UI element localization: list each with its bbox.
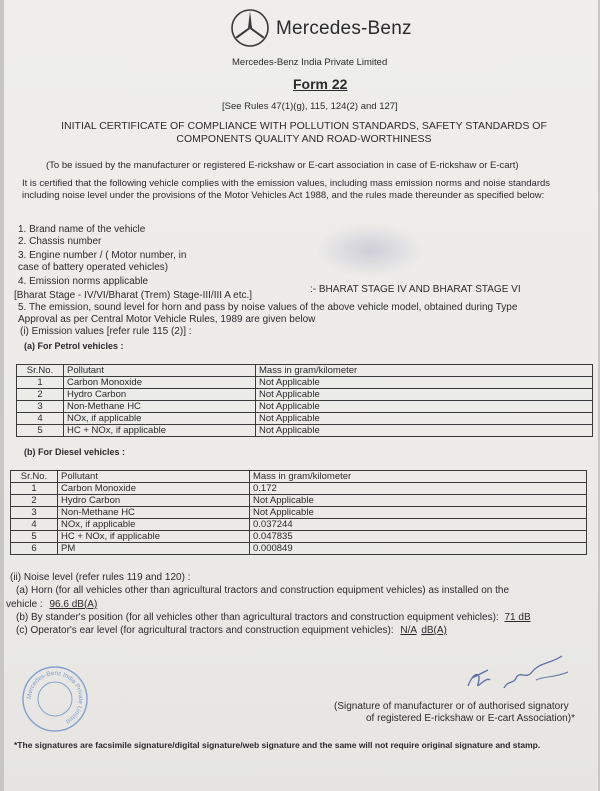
row-pollutant: HC + NOx, if applicable	[64, 425, 256, 437]
intro-paragraph: It is certified that the following vehicle complies with the emission values, including mass emission norms and noise standards including noise level under the provisions of the Motor Vehicles Act 1988, and the rules made thereunder as specified below:	[22, 178, 551, 201]
table-row	[17, 389, 593, 401]
emission-norms-value: :- BHARAT STAGE IV AND BHARAT STAGE VI	[310, 284, 521, 295]
certificate-heading: INITIAL CERTIFICATE OF COMPLIANCE WITH POLLUTION STANDARDS, SAFETY STANDARDS OF COMPONENTS QUALITY AND ROAD-WORTHINESS	[61, 120, 547, 145]
header-sr: Sr.No.	[11, 471, 58, 483]
table-row	[11, 543, 587, 555]
rules-reference: [See Rules 47(1)(g), 115, 124(2) and 127]	[222, 101, 398, 112]
item-engine-number-note: case of battery operated vehicles)	[18, 262, 169, 273]
table-row	[17, 425, 593, 437]
table-row	[11, 531, 587, 543]
row-sr: 2	[11, 495, 58, 507]
noise-level-title: (ii) Noise level (refer rules 119 and 120) :	[10, 572, 191, 583]
item-brand-name: 1. Brand name of the vehicle	[18, 224, 146, 235]
bystander-line	[16, 612, 531, 623]
row-sr: 4	[11, 519, 58, 531]
row-pollutant: HC + NOx, if applicable	[58, 531, 250, 543]
diesel-label: (b) For Diesel vehicles :	[24, 447, 126, 457]
horn-value: 96.6 dB(A)	[49, 599, 98, 610]
row-sr: 4	[17, 413, 64, 425]
row-sr: 3	[11, 507, 58, 519]
diesel-emission-table	[10, 470, 587, 555]
issued-note: (To be issued by the manufacturer or registered E-rickshaw or E-cart association in case of E-rickshaw or E-cart)	[46, 160, 519, 171]
header-mass: Mass in gram/kilometer	[250, 471, 587, 483]
row-pollutant: Hydro Carbon	[64, 389, 256, 401]
row-pollutant: PM	[58, 543, 250, 555]
row-pollutant: NOx, if applicable	[58, 519, 250, 531]
item-emission-sound-cont: Approval as per Central Motor Vehicle Rules, 1989 are given below	[18, 314, 316, 325]
table-row	[11, 519, 587, 531]
header-pollutant: Pollutant	[64, 365, 256, 377]
emission-values-title: (i) Emission values [refer rule 115 (2)] :	[20, 326, 192, 337]
petrol-label: (a) For Petrol vehicles :	[24, 341, 124, 351]
table-row	[11, 483, 587, 495]
row-pollutant: Non-Methane HC	[64, 401, 256, 413]
signature-label-line1: (Signature of manufacturer or of authorised signatory	[334, 701, 569, 712]
row-sr: 5	[11, 531, 58, 543]
mercedes-star-logo-icon	[230, 8, 270, 48]
item-emission-sound: 5. The emission, sound level for horn and pass by noise values of the above vehicle model, obtained during Type	[18, 302, 518, 313]
row-mass: 0.047835	[250, 531, 587, 543]
row-mass: 0.172	[250, 483, 587, 495]
item-chassis-number: 2. Chassis number	[18, 236, 102, 247]
table-row	[17, 401, 593, 413]
row-sr: 3	[17, 401, 64, 413]
item-engine-number: 3. Engine number / ( Motor number, in	[18, 250, 187, 261]
row-sr: 1	[17, 377, 64, 389]
horn-line: (a) Horn (for all vehicles other than agricultural tractors and construction equipment vehicles) as installed on the	[16, 585, 510, 596]
row-pollutant: Non-Methane HC	[58, 507, 250, 519]
operator-label: (c) Operator's ear level (for agricultural tractors and construction equipment vehicles):	[16, 625, 394, 636]
operator-unit: dB(A)	[421, 625, 447, 636]
bystander-value: 71 dB	[504, 612, 531, 623]
certificate-page	[4, 0, 598, 791]
row-mass: Not Applicable	[256, 401, 593, 413]
row-sr: 1	[11, 483, 58, 495]
row-mass: Not Applicable	[256, 377, 593, 389]
row-sr: 5	[17, 425, 64, 437]
row-mass: Not Applicable	[250, 495, 587, 507]
operator-line	[16, 625, 447, 636]
table-header-row	[17, 365, 593, 377]
header-sr: Sr.No.	[17, 365, 64, 377]
horn-vehicle-label: vehicle :	[6, 599, 43, 610]
row-pollutant: NOx, if applicable	[64, 413, 256, 425]
signature-scribble	[464, 650, 574, 698]
table-row	[11, 507, 587, 519]
company-name: Mercedes-Benz India Private Limited	[232, 57, 388, 68]
horn-line-cont	[6, 599, 97, 610]
table-row	[17, 413, 593, 425]
operator-value: N/A	[400, 625, 417, 636]
table-row	[11, 495, 587, 507]
header-pollutant: Pollutant	[58, 471, 250, 483]
company-seal-stamp	[20, 664, 90, 734]
footnote: *The signatures are facsimile signature/digital signature/web signature and the same will not require original signature and stamp.	[14, 740, 541, 750]
signature-label-line2: of registered E-rickshaw or E-cart Association)*	[366, 713, 575, 724]
row-mass: 0.037244	[250, 519, 587, 531]
row-mass: Not Applicable	[256, 413, 593, 425]
brand-name: Mercedes-Benz	[276, 18, 412, 39]
bystander-label: (b) By stander's position (for all vehicles other than agricultural tractors and construction equipment vehicles):	[16, 612, 499, 623]
row-sr: 2	[17, 389, 64, 401]
petrol-emission-table	[16, 364, 593, 437]
header-mass: Mass in gram/kilometer	[256, 365, 593, 377]
row-sr: 6	[11, 543, 58, 555]
table-row	[17, 377, 593, 389]
row-pollutant: Carbon Monoxide	[64, 377, 256, 389]
item-emission-norms: 4. Emission norms applicable	[18, 276, 149, 287]
row-mass: Not Applicable	[256, 389, 593, 401]
redacted-values	[316, 224, 424, 276]
svg-text:Mercedes-Benz India Private Li	[26, 670, 84, 725]
row-mass: 0.000849	[250, 543, 587, 555]
row-pollutant: Carbon Monoxide	[58, 483, 250, 495]
row-mass: Not Applicable	[256, 425, 593, 437]
table-header-row	[11, 471, 587, 483]
row-pollutant: Hydro Carbon	[58, 495, 250, 507]
form-title: Form 22	[293, 76, 348, 92]
row-mass: Not Applicable	[250, 507, 587, 519]
seal-text: Mercedes-Benz India Private Limited	[25, 669, 85, 725]
item-emission-norms-note: [Bharat Stage - IV/VI/Bharat (Trem) Stage-III/III A etc.]	[14, 290, 253, 301]
